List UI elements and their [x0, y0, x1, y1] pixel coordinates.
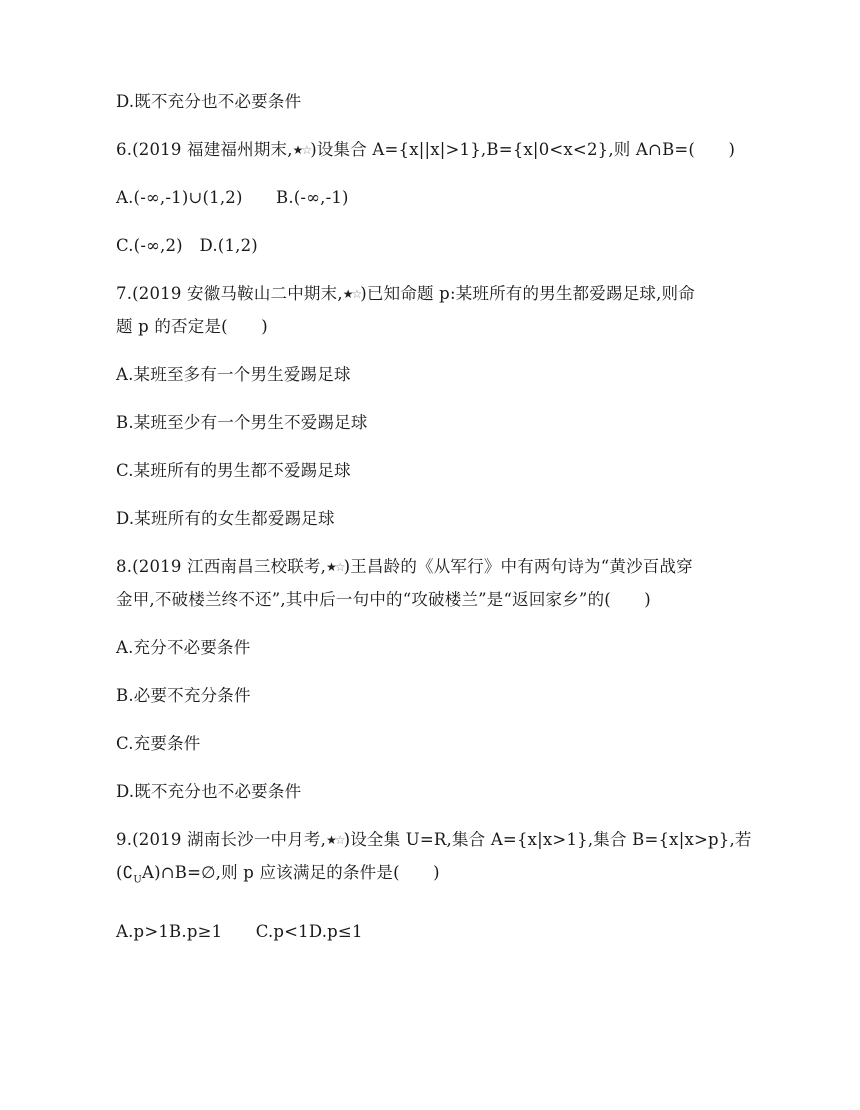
- q6-options-ab: A.(-∞,-1)∪(1,2) B.(-∞,-1): [116, 188, 349, 207]
- difficulty-star-icon: ★☆: [292, 143, 311, 157]
- q9-stem: 9.(2019 湖南长沙一中月考,★☆)设全集 U=R,集合 A={x|x>1},集合 B={x|x>p},若: [116, 828, 752, 852]
- q8-option-d: D.既不充分也不必要条件: [116, 782, 302, 801]
- difficulty-star-icon: ★☆: [326, 560, 344, 574]
- difficulty-star-icon: ★☆: [326, 833, 344, 847]
- q7-option-c: C.某班所有的男生都不爱踢足球: [116, 461, 351, 480]
- q9-stem-cont: $(∁_UA)\cap B=\emptyset$,则 p 应该满足的条件是( ): [116, 863, 440, 886]
- q7-stem-cont: 题 p 的否定是( ): [116, 317, 268, 336]
- q8-option-c: C.充要条件: [116, 734, 201, 753]
- q8-stem-cont: 金甲,不破楼兰终不还”,其中后一句中的“攻破楼兰”是“返回家乡”的( ): [116, 590, 651, 609]
- q9-options: A.p>1B.p≥1 C.p<1D.p≤1: [116, 922, 363, 941]
- q5-option-d: D.既不充分也不必要条件: [116, 92, 302, 111]
- q7-stem: 7.(2019 安徽马鞍山二中期末,★☆)已知命题 p:某班所有的男生都爱踢足球,则命: [116, 282, 695, 306]
- q6-stem: 6.(2019 福建福州期末,★☆)设集合 A={x||x|>1},B={x|0<x<2},则 A∩B=( ): [116, 138, 735, 162]
- q6-options-cd: C.(-∞,2) D.(1,2): [116, 236, 258, 255]
- q7-option-a: A.某班至多有一个男生爱踢足球: [116, 365, 351, 384]
- q8-option-a: A.充分不必要条件: [116, 638, 251, 657]
- difficulty-star-icon: ★☆: [342, 287, 361, 301]
- q8-option-b: B.必要不充分条件: [116, 686, 251, 705]
- q7-option-d: D.某班所有的女生都爱踢足球: [116, 509, 335, 528]
- q7-option-b: B.某班至少有一个男生不爱踢足球: [116, 413, 368, 432]
- q8-stem: 8.(2019 江西南昌三校联考,★☆)王昌龄的《从军行》中有两句诗为“黄沙百战穿: [116, 555, 693, 579]
